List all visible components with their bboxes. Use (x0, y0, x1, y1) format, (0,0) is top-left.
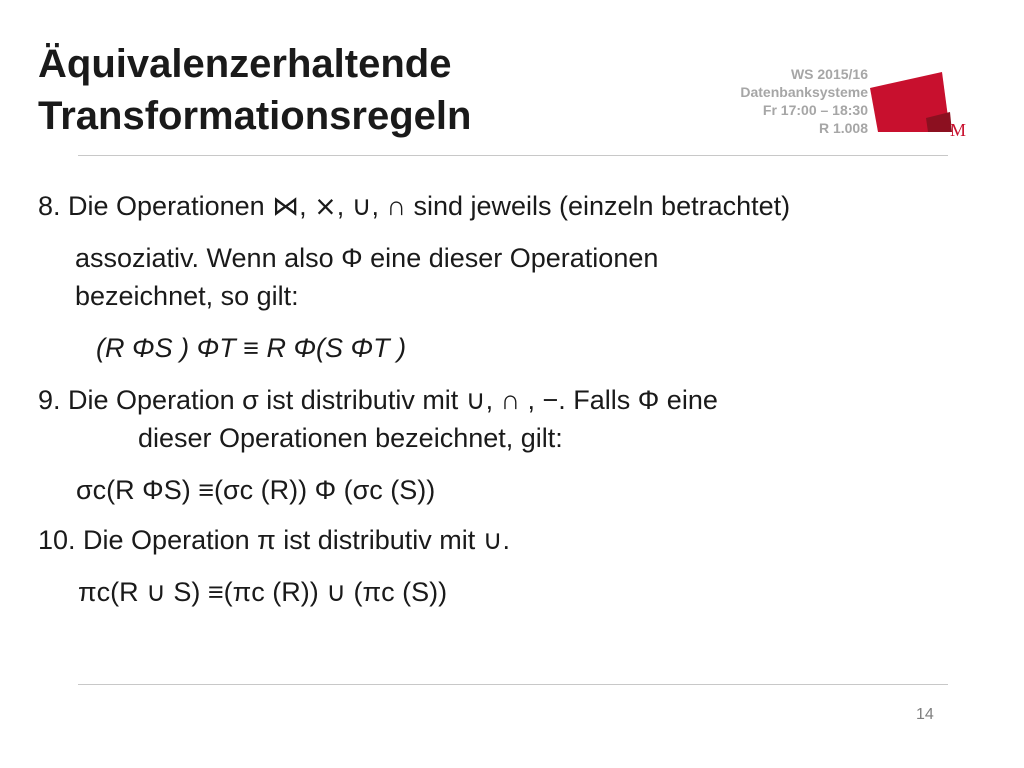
rule-8-line-1: 8. Die Operationen ⋈, ⨯, ∪, ∩ sind jeweils (einzeln betrachtet) (38, 191, 791, 221)
header-divider (78, 155, 948, 156)
rule-9-line-2: dieser Operationen bezeichnet, gilt: (138, 423, 563, 453)
course-info (740, 65, 868, 137)
course-name: Datenbanksysteme (740, 84, 868, 100)
rule-10-formula: πc(R ∪ S) ≡(πc (R)) ∪ (πc (S)) (78, 577, 448, 607)
logo-letter: M (950, 120, 967, 140)
course-semester: WS 2015/16 (790, 66, 868, 82)
university-logo (868, 66, 970, 148)
slide-title-line-2: Transformationsregeln (38, 94, 472, 138)
rule-10-line-1: 10. Die Operation π ist distributiv mit ∪. (38, 525, 511, 555)
footer-divider (78, 684, 948, 685)
page-number: 14 (916, 706, 934, 723)
course-time: Fr 17:00 – 18:30 (762, 102, 868, 118)
rule-9-line-1: 9. Die Operation σ ist distributiv mit ∪, ∩ , −. Falls Φ eine (38, 385, 718, 415)
slide-title-line-1: Äquivalenzerhaltende (38, 42, 452, 86)
slide-title (38, 38, 471, 142)
rule-8-line-2: assoziativ. Wenn also Φ eine dieser Operationen (75, 243, 659, 273)
rule-8-line-3: bezeichnet, so gilt: (75, 281, 299, 311)
rule-8-formula: (R ΦS ) ΦT ≡ R Φ(S ΦT ) (96, 333, 407, 363)
rule-9-formula: σc(R ΦS) ≡(σc (R)) Φ (σc (S)) (76, 475, 436, 505)
course-room: R 1.008 (818, 120, 868, 136)
